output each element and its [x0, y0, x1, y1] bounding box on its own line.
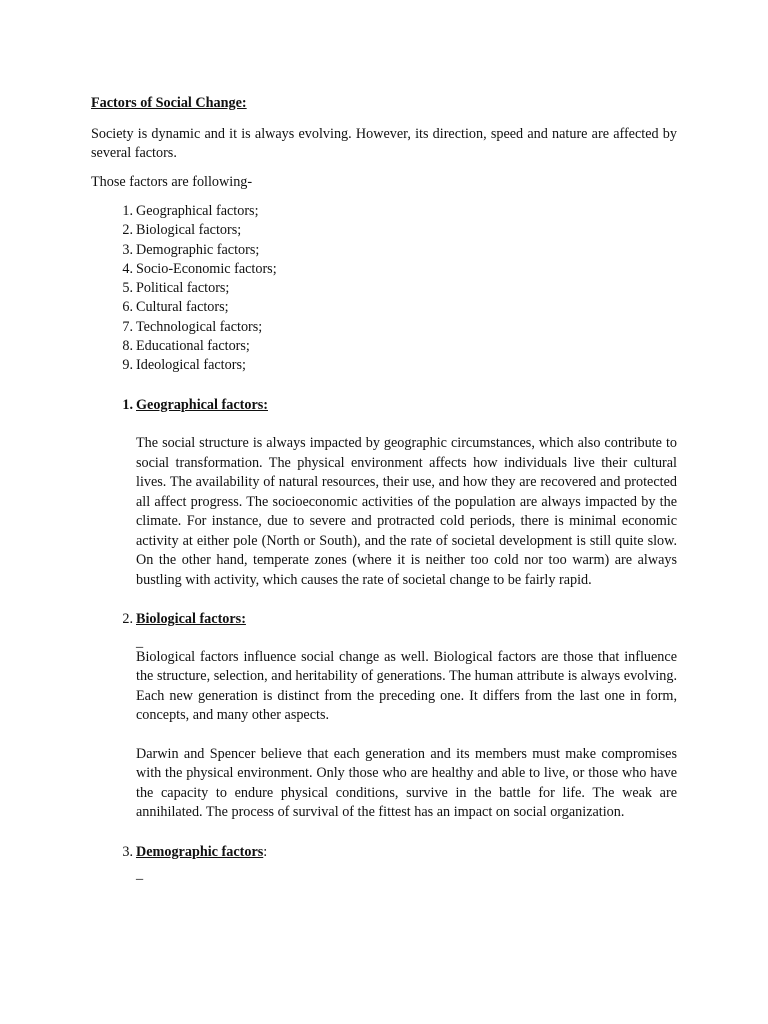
list-number: 7. — [122, 318, 133, 335]
list-item — [91, 337, 677, 356]
list-label: Demographic factors; — [136, 241, 260, 258]
section-title: Demographic factors — [136, 843, 264, 860]
section-number: 1. — [122, 396, 133, 413]
list-item — [91, 318, 677, 337]
list-item — [91, 202, 677, 221]
list-number: 4. — [122, 260, 133, 277]
section-title: Geographical factors: — [136, 396, 268, 413]
section-demographic — [91, 843, 677, 881]
list-item — [91, 298, 677, 317]
intro-paragraph: Society is dynamic and it is always evolving. However, its direction, speed and nature are affected by several factors. — [91, 125, 677, 161]
list-number: 9. — [122, 357, 133, 374]
dash-mark: _ — [136, 633, 144, 650]
factor-list — [91, 202, 677, 376]
list-number: 3. — [122, 241, 133, 258]
list-item — [91, 260, 677, 279]
document-page — [91, 94, 677, 883]
list-label: Socio-Economic factors; — [136, 260, 277, 277]
document-title: Factors of Social Change: — [91, 95, 247, 111]
section-heading — [91, 843, 677, 863]
list-label: Political factors; — [136, 280, 230, 297]
factors-lead-in: Those factors are following- — [91, 173, 253, 190]
list-item — [91, 221, 677, 240]
list-label: Cultural factors; — [136, 299, 229, 316]
section-heading — [91, 610, 677, 630]
list-number: 8. — [122, 338, 133, 355]
section-paragraph: Biological factors influence social change as well. Biological factors are those that influence the structure, selection, and heritability of generations. The human attribute is always evolving. Each new generation is distinct from the preceding one. It differs from the last one in form, concepts, and many other aspects. — [136, 648, 677, 724]
section-title: Biological factors: — [136, 611, 246, 628]
list-label: Ideological factors; — [136, 357, 246, 374]
section-biological — [91, 610, 677, 823]
list-number: 6. — [122, 299, 133, 316]
list-label: Educational factors; — [136, 338, 250, 355]
section-heading — [91, 396, 677, 416]
list-label: Biological factors; — [136, 222, 242, 239]
list-label: Geographical factors; — [136, 203, 259, 219]
section-geographical — [91, 396, 677, 591]
section-paragraph: Darwin and Spencer believe that each generation and its members must make compromises with the physical environment. Only those who are healthy and able to live, or those who have the capacity to endure physical conditions, survive in the battle for life. The weak are annihilated. The process of survival of the fittest has an impact on social organization. — [136, 745, 677, 821]
list-number: 5. — [122, 280, 133, 297]
list-label: Technological factors; — [136, 318, 263, 335]
section-number: 2. — [122, 611, 133, 628]
list-item — [91, 241, 677, 260]
section-colon: : — [263, 843, 268, 860]
list-item — [91, 279, 677, 298]
list-number: 2. — [122, 222, 133, 239]
section-number: 3. — [122, 843, 133, 860]
list-item — [91, 356, 677, 375]
dash-mark: _ — [136, 866, 144, 883]
list-number: 1. — [122, 203, 133, 219]
section-paragraph: The social structure is always impacted by geographic circumstances, which also contribute to social transformation. The physical environment affects how individuals live their cultural lives. The availability of natural resources, their use, and how they are recovered and protected all affect progress. The socioeconomic activities of the population are always impacted by the climate. For instance, due to severe and protracted cold periods, there is minimal economic activity at either pole (North or South), and the rate of societal development is still quite slow. On the other hand, temperate zones (where it is neither too cold nor too warm) are always bustling with activity, which causes the rate of societal change to be fairly rapid. — [136, 435, 677, 588]
